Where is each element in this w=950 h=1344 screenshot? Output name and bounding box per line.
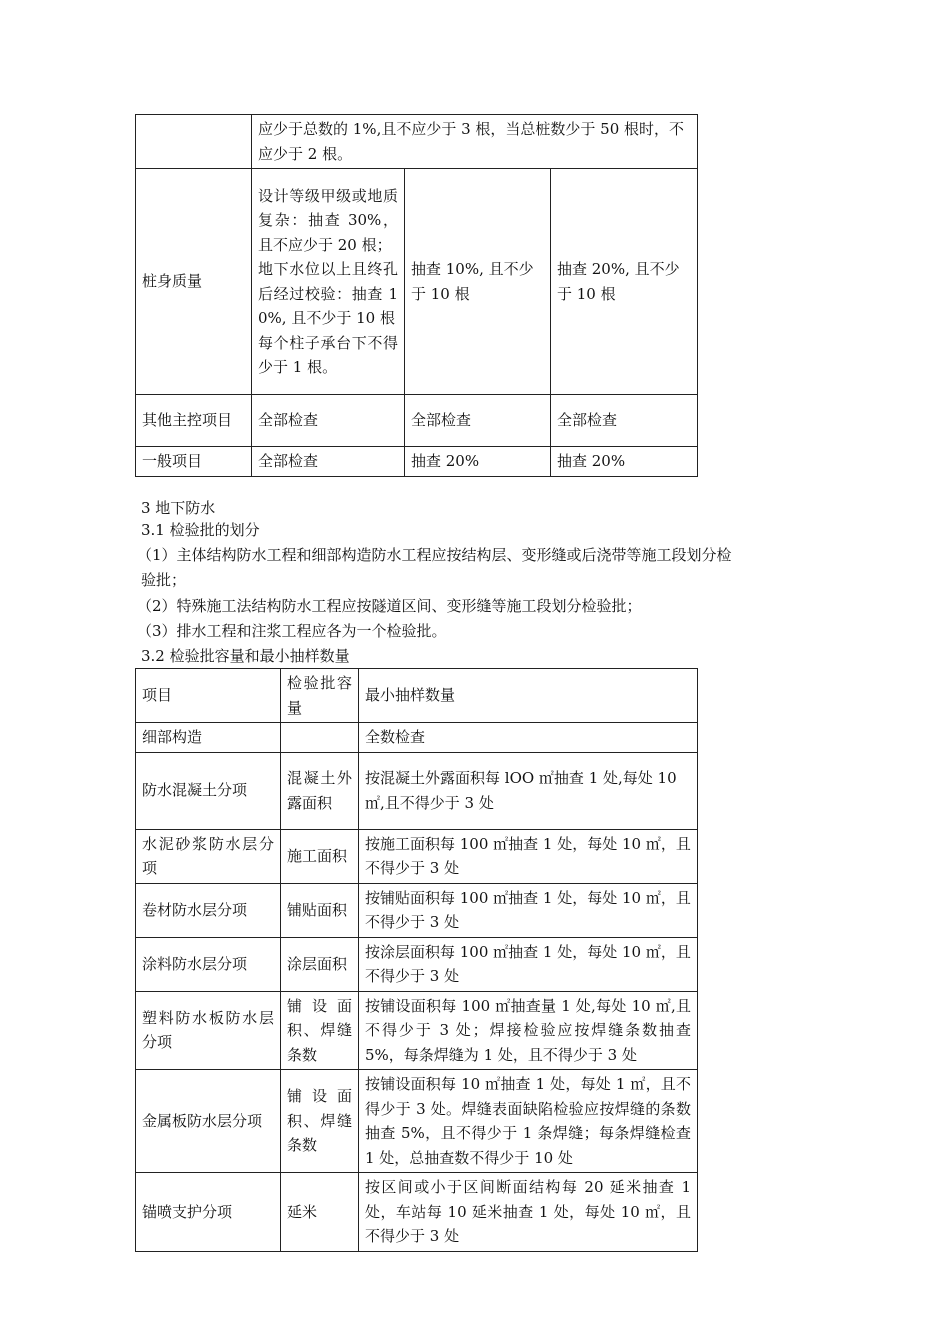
- table-cell: 细部构造: [136, 723, 281, 753]
- table-cell: 防水混凝土分项: [136, 752, 281, 829]
- table-cell: 铺设面积、焊缝条数: [281, 991, 359, 1070]
- table-cell: 铺设面积、焊缝条数: [281, 1070, 359, 1173]
- waterproof-inspection-table: [135, 668, 698, 1252]
- table-row: [136, 115, 698, 169]
- table-row: [136, 1173, 698, 1252]
- table-cell: 其他主控项目: [136, 395, 252, 447]
- table-cell: 按混凝土外露面积每 lOO ㎡抽查 1 处,每处 10 ㎡,且不得少于 3 处: [359, 752, 698, 829]
- table-cell: 按涂层面积每 100 ㎡抽查 1 处，每处 10 ㎡，且不得少于 3 处: [359, 937, 698, 991]
- table-row: [136, 1070, 698, 1173]
- table-cell: 按铺贴面积每 100 ㎡抽查 1 处，每处 10 ㎡，且不得少于 3 处: [359, 883, 698, 937]
- table-cell: 水泥砂浆防水层分项: [136, 829, 281, 883]
- pile-inspection-table: [135, 114, 698, 477]
- table-row: [136, 883, 698, 937]
- table-cell: 全部检查: [252, 395, 405, 447]
- paragraph: （2）特殊施工法结构防水工程应按隧道区间、变形缝等施工段划分检验批；: [137, 597, 642, 615]
- table-cell: 锚喷支护分项: [136, 1173, 281, 1252]
- table-cell: 塑料防水板防水层分项: [136, 991, 281, 1070]
- table-cell: 按施工面积每 100 ㎡抽查 1 处，每处 10 ㎡，且不得少于 3 处: [359, 829, 698, 883]
- subsection-heading: 3.1 检验批的划分: [141, 521, 260, 539]
- table-cell: 涂料防水层分项: [136, 937, 281, 991]
- table-row: [136, 991, 698, 1070]
- table-row: [136, 723, 698, 753]
- table-cell: 全部检查: [252, 447, 405, 477]
- cell-line: 地下水位以上且终孔后经过校验：抽查 10%, 且不少于 10 根: [258, 260, 398, 327]
- table-cell: 抽查 10%, 且不少于 10 根: [405, 169, 551, 395]
- table-row: [136, 395, 698, 447]
- table-cell: 施工面积: [281, 829, 359, 883]
- table-cell: 涂层面积: [281, 937, 359, 991]
- table-cell: 按区间或小于区间断面结构每 20 延米抽查 1 处，车站每 10 延米抽查 1 处，每处 10 ㎡，且不得少于 3 处: [359, 1173, 698, 1252]
- table-cell: 按铺设面积每 100 ㎡抽查量 1 处,每处 10 ㎡,且不得少于 3 处；焊接检验应按焊缝条数抽查 5%，每条焊缝为 1 处，且不得少于 3 处: [359, 991, 698, 1070]
- table-cell: 抽查 20%: [405, 447, 551, 477]
- table-cell: 金属板防水层分项: [136, 1070, 281, 1173]
- table-row: [136, 752, 698, 829]
- table-cell: [252, 169, 405, 395]
- paragraph: 验批；: [141, 571, 187, 589]
- table-cell: 应少于总数的 1%,且不应少于 3 根，当总桩数少于 50 根时，不应少于 2 根。: [252, 115, 698, 169]
- table-row: [136, 447, 698, 477]
- table-cell: 抽查 20%, 且不少于 10 根: [551, 169, 698, 395]
- table-row: [136, 937, 698, 991]
- cell-line: 每个柱子承台下不得少于 1 根。: [258, 333, 398, 376]
- table-cell: 全部检查: [405, 395, 551, 447]
- table-cell: 抽查 20%: [551, 447, 698, 477]
- table-cell: 全部检查: [551, 395, 698, 447]
- table-cell: 混凝土外露面积: [281, 752, 359, 829]
- table-header-cell: 项目: [136, 669, 281, 723]
- table-header-row: [136, 669, 698, 723]
- table-header-cell: 最小抽样数量: [359, 669, 698, 723]
- table-row: [136, 829, 698, 883]
- table-header-cell: 检验批容量: [281, 669, 359, 723]
- table-cell: 按铺设面积每 10 ㎡抽查 1 处，每处 1 ㎡，且不得少于 3 处。焊缝表面缺陷检验应按焊缝的条数抽查 5%，且不得少于 1 条焊缝；每条焊缝检查 1 处，总抽查数不得少于 10 处: [359, 1070, 698, 1173]
- table-cell: 桩身质量: [136, 169, 252, 395]
- table-cell: 延米: [281, 1173, 359, 1252]
- table-cell: [136, 115, 252, 169]
- section-heading: 3 地下防水: [141, 499, 216, 517]
- table-row: [136, 169, 698, 395]
- table-cell: 全数检查: [359, 723, 698, 753]
- paragraph: （1）主体结构防水工程和细部构造防水工程应按结构层、变形缝或后浇带等施工段划分检: [137, 546, 732, 564]
- cell-line: 设计等级甲级或地质复杂：抽查 30%，且不应少于 20 根；: [258, 186, 398, 254]
- table-cell: 一般项目: [136, 447, 252, 477]
- table-cell: 铺贴面积: [281, 883, 359, 937]
- paragraph: （3）排水工程和注浆工程应各为一个检验批。: [137, 622, 447, 640]
- table-cell: 卷材防水层分项: [136, 883, 281, 937]
- table-cell: [281, 723, 359, 753]
- subsection-heading: 3.2 检验批容量和最小抽样数量: [141, 647, 350, 665]
